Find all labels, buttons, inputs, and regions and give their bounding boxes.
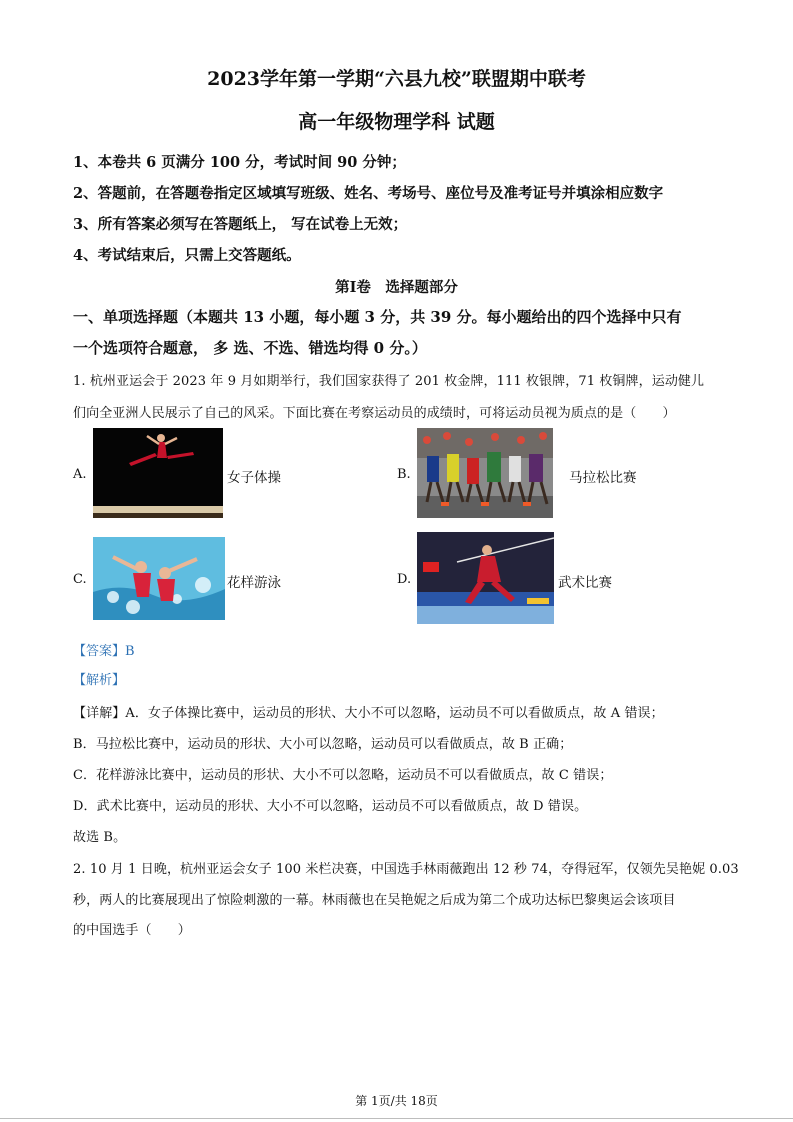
footer-divider (0, 1118, 793, 1119)
rule-4: 4、考试结束后，只需上交答题纸。 (73, 247, 301, 264)
q1-detail-2: B．马拉松比赛中，运动员的形状、大小可以忽略，运动员可以看做质点，故 B 正确； (73, 737, 573, 752)
wushu-photo (417, 532, 554, 624)
rule-2: 2、答题前，在答题卷指定区域填写班级、姓名、考场号、座位号及准考证号并填涂相应数字 (73, 185, 664, 202)
option-d-letter: D. (397, 572, 412, 587)
rule-3: 3、所有答案必须写在答题纸上， 写在试卷上无效； (73, 216, 408, 233)
exam-subtitle: 高一年级物理学科 试题 (298, 111, 495, 133)
q1-conclusion: 故选 B。 (73, 830, 127, 845)
gymnastics-photo (93, 428, 223, 518)
q1-detail-1: 【详解】A．女子体操比赛中，运动员的形状、大小不可以忽略，运动员不可以看做质点，故 A 错误； (73, 706, 664, 721)
q1-stem-line2: 们向全亚洲人民展示了自己的风采。下面比赛在考察运动员的成绩时，可将运动员视为质点的是（ ） (73, 406, 676, 421)
q1-analysis-label: 【解析】 (73, 673, 126, 688)
rule-1: 1、本卷共 6 页满分 100 分，考试时间 90 分钟； (73, 154, 406, 171)
option-c-text: 花样游泳 (227, 575, 281, 591)
q2-stem-line1: 2. 10 月 1 日晚，杭州亚运会女子 100 米栏决赛，中国选手林雨薇跑出 12 秒 74，夺得冠军，仅领先吴艳妮 0.03 (73, 862, 739, 877)
option-d-text: 武术比赛 (558, 575, 612, 591)
option-a-text: 女子体操 (227, 470, 281, 486)
option-c-letter: C. (73, 572, 87, 587)
exam-title: 2023学年第一学期“六县九校”联盟期中联考 (207, 68, 586, 90)
option-b-letter: B. (397, 467, 411, 482)
q1-detail-3: C．花样游泳比赛中，运动员的形状、大小不可以忽略，运动员不可以看做质点，故 C 错误； (73, 768, 613, 783)
section-intro-line1: 一、单项选择题（本题共 13 小题，每小题 3 分，共 39 分。每小题给出的四个选择中只有 (73, 308, 682, 326)
q1-stem-line1: 1. 杭州亚运会于 2023 年 9 月如期举行，我们国家获得了 201 枚金牌，111 枚银牌，71 枚铜牌，运动健儿 (73, 374, 705, 389)
page-footer: 第 1页/共 18页 (355, 1094, 438, 1108)
synchronized-swimming-photo (93, 537, 225, 620)
section-intro-line2: 一个选项符合题意， 多 选、不选、错选均得 0 分。） (73, 339, 427, 357)
q1-answer: 【答案】B (73, 644, 135, 659)
option-a-letter: A. (73, 467, 87, 482)
section-title: 第Ⅰ卷 选择题部分 (335, 279, 458, 296)
q2-stem-line2: 秒，两人的比赛展现出了惊险刺激的一幕。林雨薇也在吴艳妮之后成为第二个成功达标巴黎奥运会该项目 (73, 893, 676, 908)
q1-detail-4: D．武术比赛中，运动员的形状、大小不可以忽略，运动员不可以看做质点，故 D 错误。 (73, 799, 588, 814)
marathon-photo (417, 428, 553, 518)
option-b-text: 马拉松比赛 (569, 470, 637, 486)
q2-stem-line3: 的中国选手（ ） (73, 923, 191, 938)
